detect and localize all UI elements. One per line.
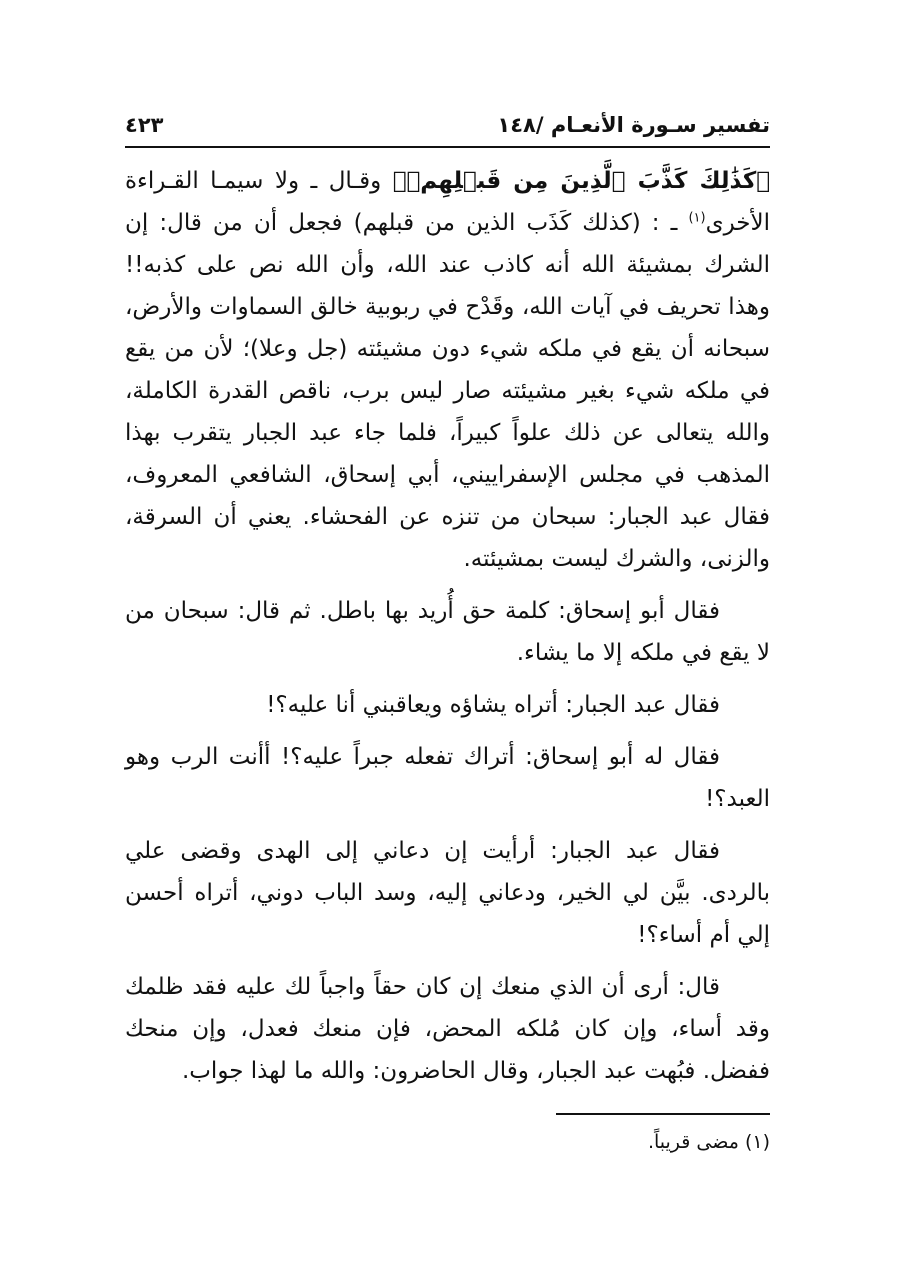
paragraph-5: فقال عبد الجبار: أرأيت إن دعاني إلى الهدى وقضى علي بالردى. بيَّن لي الخير، ودعاني إليه، وسد الباب دوني، أتراه أحسن إلي أم أساء؟! bbox=[125, 838, 770, 948]
footnote-marker: (١) bbox=[744, 1131, 770, 1153]
footnote-text: مضى قريباً. bbox=[647, 1131, 739, 1153]
header-title: تفسير سـورة الأنعـام /١٤٨ bbox=[497, 113, 770, 137]
paragraph-1-text-b: ـ : (كذلك كَذَب الذين من قبلهم) فجعل أن من قال: إن الشرك بمشيئة الله أنه كاذب عند الله، وأن الله نص على كذبه!! وهذا تحريف في آيات الله، وقَدْح في ربوبية خالق السماوات والأرض، سبحانه أن يقع في ملكه شيء دون مشيئته (جل وعلا)؛ لأن من يقع في ملكه شيء بغير مشيئته صار ليس برب، ناقص القدرة الكاملة، والله يتعالى عن ذلك علواً كبيراً، فلما جاء عبد الجبار يتقرب بهذا المذهب في مجلس الإسفراييني، أبي إسحاق، الشافعي المعروف، فقال عبد الجبار: سبحان من تنزه عن الفحشاء. يعني أن السرقة، والزنى، والشرك ليست بمشيئته. bbox=[125, 210, 770, 572]
paragraph-1-text-a: وقـال ـ ولا سيمـا القـراءة الأخرى bbox=[125, 168, 770, 236]
paragraph-6: قال: أرى أن الذي منعك إن كان حقاً واجباً لك عليه فقد ظلمك وقد أساء، وإن كان مُلكه المحض، فإن منعك فعدل، وإن منحك ففضل. فبُهت عبد الجبار، وقال الحاضرون: والله ما لهذا جواب. bbox=[125, 974, 770, 1084]
paragraph-4: فقال له أبو إسحاق: أتراك تفعله جبراً عليه؟! أأنت الرب وهو العبد؟! bbox=[125, 744, 770, 812]
header-divider bbox=[125, 146, 770, 148]
paragraph-3: فقال عبد الجبار: أتراه يشاؤه ويعاقبني أنا عليه؟! bbox=[266, 692, 720, 718]
footnote-reference: (١) bbox=[688, 210, 706, 226]
quran-verse: ﴿كَذَٰلِكَ كَذَّبَ ٱلَّذِينَ مِن قَبۡلِهِمۡ﴾ bbox=[392, 168, 770, 194]
footnote-divider bbox=[556, 1113, 770, 1115]
paragraph-1 bbox=[125, 160, 770, 580]
main-text bbox=[125, 160, 770, 1092]
footnote bbox=[125, 1128, 770, 1156]
paragraph-2: فقال أبو إسحاق: كلمة حق أُريد بها باطل. ثم قال: سبحان من لا يقع في ملكه إلا ما يشاء. bbox=[125, 598, 770, 666]
page-number: ٤٢٣ bbox=[125, 113, 164, 137]
running-header bbox=[125, 108, 770, 142]
